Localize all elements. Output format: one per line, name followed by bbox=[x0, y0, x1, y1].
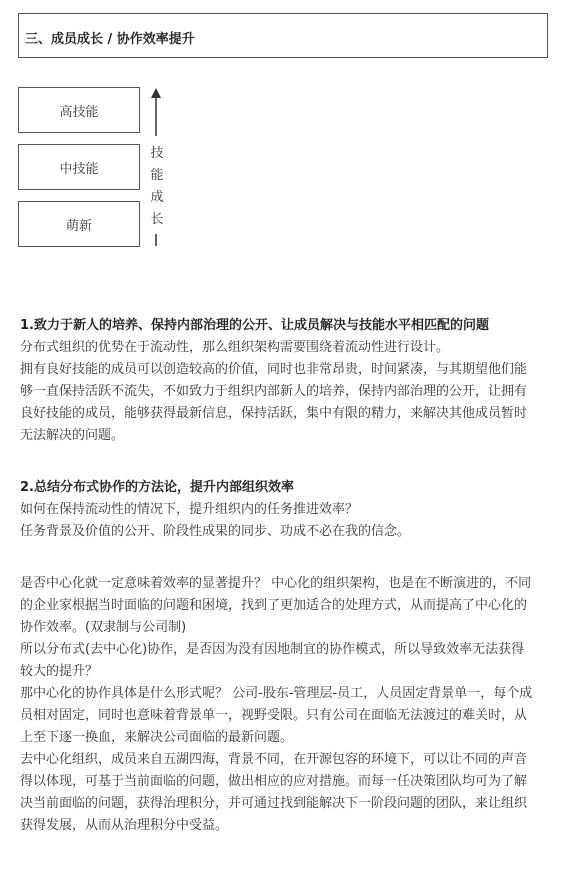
body-line: 决当前面临的问题，获得治理积分，并可通过找到能解决下一阶段问题的团队，来让组织 bbox=[20, 796, 528, 811]
body-line: 够一直保持活跃不流失，不如致力于组织内部新人的培养，保持内部治理的公开，让拥有 bbox=[20, 384, 528, 399]
level-mid-box bbox=[18, 144, 140, 190]
body-line: 去中心化组织，成员来自五湖四海，背景不同，在开源包容的环境下，可以让不同的声音 bbox=[20, 752, 528, 767]
level-high-box bbox=[18, 87, 140, 133]
body-line: 的企业家根据当时面临的问题和困境，找到了更加适合的处理方式，从而提高了中心化的 bbox=[20, 598, 528, 613]
section-title-box bbox=[18, 13, 548, 58]
level-new-label: 萌新 bbox=[65, 218, 92, 234]
axis-char: 成 bbox=[150, 190, 164, 205]
body-line: 分布式组织的优势在于流动性，那么组织架构需要围绕着流动性进行设计。 bbox=[20, 340, 450, 355]
body-line: 上至下逐一换血，来解决公司面临的最新问题。 bbox=[20, 730, 294, 745]
level-new-box bbox=[18, 201, 140, 247]
level-mid-label: 中技能 bbox=[59, 161, 99, 177]
body-line: 任务背景及价值的公开、阶段性成果的同步、功成不必在我的信念。 bbox=[20, 524, 411, 539]
level-high-label: 高技能 bbox=[59, 104, 99, 120]
article-body bbox=[20, 315, 550, 837]
body-line: 员相对固定，同时也意味着背景单一，视野受限。只有公司在面临无法渡过的难关时，从 bbox=[20, 708, 528, 723]
body-line: 较大的提升？ bbox=[20, 664, 99, 679]
skill-growth-label bbox=[149, 143, 165, 231]
section-heading: 1.致力于新人的培养、保持内部治理的公开、让成员解决与技能水平相匹配的问题 bbox=[20, 318, 489, 333]
axis-char: 能 bbox=[150, 168, 164, 183]
body-line: 获得发展，从而从治理积分中受益。 bbox=[20, 818, 229, 833]
body-line: 如何在保持流动性的情况下，提升组织内的任务推进效率？ bbox=[20, 502, 359, 517]
section-title: 三、成员成长 / 协作效率提升 bbox=[25, 32, 195, 47]
body-line: 无法解决的问题。 bbox=[20, 428, 125, 443]
axis-char: 技 bbox=[150, 146, 164, 161]
body-line: 协作效率。(双隶制与公司制) bbox=[20, 620, 187, 635]
body-line: 所以分布式(去中心化)协作，是否因为没有因地制宜的协作模式，所以导致效率无法获得 bbox=[20, 642, 525, 657]
body-line: 是否中心化就一定意味着效率的显著提升？ 中心化的组织架构，也是在不断演进的，不同 bbox=[20, 576, 532, 591]
body-line: 良好技能的成员，能够获得最新信息，保持活跃，集中有限的精力，来解决其他成员暂时 bbox=[20, 406, 528, 421]
section-heading: 2.总结分布式协作的方法论，提升内部组织效率 bbox=[20, 480, 294, 495]
body-line: 得以体现，可基于当前面临的问题，做出相应的应对措施。而每一任决策团队均可为了解 bbox=[20, 774, 528, 789]
axis-char: 长 bbox=[150, 212, 164, 227]
body-line: 那中心化的协作具体是什么形式呢？ 公司-股东-管理层-员工，人员固定背景单一，每个成 bbox=[20, 686, 533, 701]
body-line: 拥有良好技能的成员可以创造较高的价值，同时也非常昂贵，时间紧凑，与其期望他们能 bbox=[20, 362, 528, 377]
